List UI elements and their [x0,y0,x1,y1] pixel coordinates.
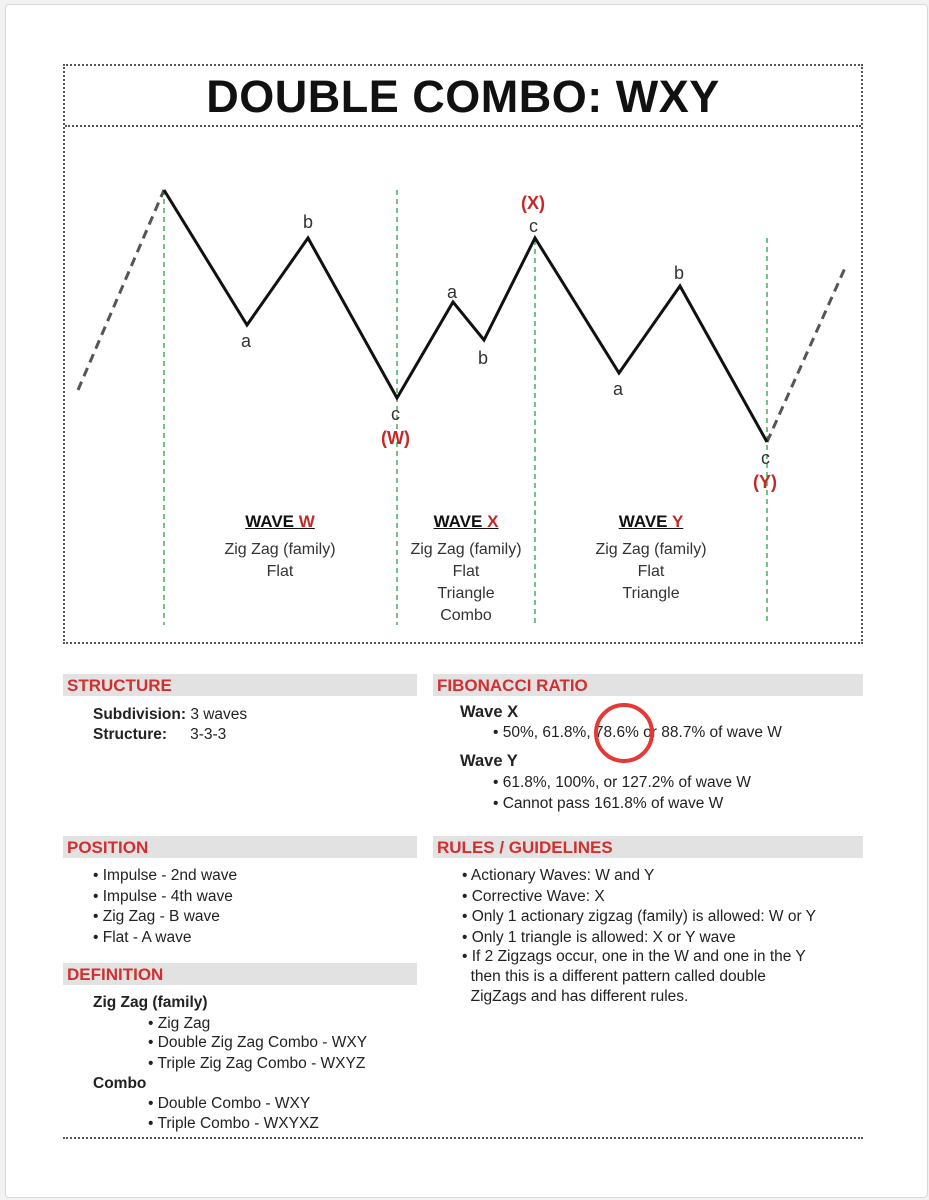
wave-path [164,190,767,442]
y-a-label: a [613,379,624,399]
wave-x-line: Triangle [437,585,495,602]
wave-w-line: Flat [266,563,294,580]
w-a-label: a [241,331,252,351]
wave-y-fib-title: Wave Y [460,752,518,770]
rule-item: ZigZags and has different rules. [462,988,689,1005]
position-item: • Impulse - 2nd wave [93,867,238,884]
x-a-label: a [447,282,458,302]
definition-heading-bar [63,963,417,985]
structure-row: Structure: 3-3-3 [93,726,227,743]
rule-item: • Only 1 actionary zigzag (family) is allowed: W or Y [462,908,817,925]
w-end-label: (W) [381,428,410,448]
position-item: • Zig Zag - B wave [93,908,220,925]
position-heading-bar [63,836,417,858]
definition-heading: DEFINITION [67,965,164,984]
bottom-divider [63,1137,863,1139]
structure-heading: STRUCTURE [67,676,172,695]
wave-x-fib-title: Wave X [460,703,519,721]
rules-heading: RULES / GUIDELINES [437,838,613,857]
zigzag-item: • Double Zig Zag Combo - WXY [148,1034,368,1051]
y-b-label: b [674,263,685,283]
wave-y-heading: WAVE Y [618,512,684,531]
wave-x-fib-line: • 50%, 61.8%, 78.6% or 88.7% of wave W [493,724,782,741]
zigzag-item: • Triple Zig Zag Combo - WXYZ [148,1055,366,1072]
wave-x-line: Combo [440,607,492,624]
position-item: • Flat - A wave [93,929,192,946]
wave-y-fib-line: • 61.8%, 100%, or 127.2% of wave W [493,774,751,791]
wave-x-line: Zig Zag (family) [410,541,522,558]
combo-item: • Double Combo - WXY [148,1095,311,1112]
wave-w-heading: WAVE W [245,512,315,531]
w-b-label: b [303,212,314,232]
rule-item: • Actionary Waves: W and Y [462,867,655,884]
highlight-circle [594,703,654,763]
fibonacci-heading-bar [433,674,863,696]
x-c-label: c [529,216,538,236]
wave-w-line: Zig Zag (family) [224,541,336,558]
position-heading: POSITION [67,838,149,857]
wave-w-column [200,511,360,583]
fibonacci-heading: FIBONACCI RATIO [437,676,588,695]
combo-title: Combo [93,1075,147,1092]
subdivision-row: Subdivision: 3 waves [93,706,248,723]
position-item: • Impulse - 4th wave [93,888,233,905]
zigzag-family-title: Zig Zag (family) [93,994,208,1011]
lead-out-dashed [767,268,845,442]
wave-x-line: Flat [452,563,480,580]
page-title: DOUBLE COMBO: WXY [206,71,720,122]
rule-item: then this is a different pattern called double [462,968,766,985]
wave-y-column [571,511,731,605]
x-b-label: b [478,348,489,368]
w-c-label: c [391,404,400,424]
rule-item: • Only 1 triangle is allowed: X or Y wave [462,929,736,946]
x-end-label: (X) [521,193,545,213]
rule-item: • If 2 Zigzags occur, one in the W and one in the Y [462,948,806,965]
y-c-label: c [761,448,770,468]
wave-y-line: Flat [637,563,665,580]
wave-y-line: Triangle [622,585,680,602]
wave-y-fib-line: • Cannot pass 161.8% of wave W [493,795,724,812]
wave-x-heading: WAVE X [433,512,499,531]
structure-heading-bar [63,674,417,696]
lead-in-dashed [78,190,164,390]
zigzag-item: • Zig Zag [148,1015,211,1032]
y-end-label: (Y) [753,472,777,492]
rules-heading-bar [433,836,863,858]
rule-item: • Corrective Wave: X [462,888,605,905]
wave-y-line: Zig Zag (family) [595,541,707,558]
combo-item: • Triple Combo - WXYXZ [148,1115,319,1132]
wave-x-column [386,511,546,627]
